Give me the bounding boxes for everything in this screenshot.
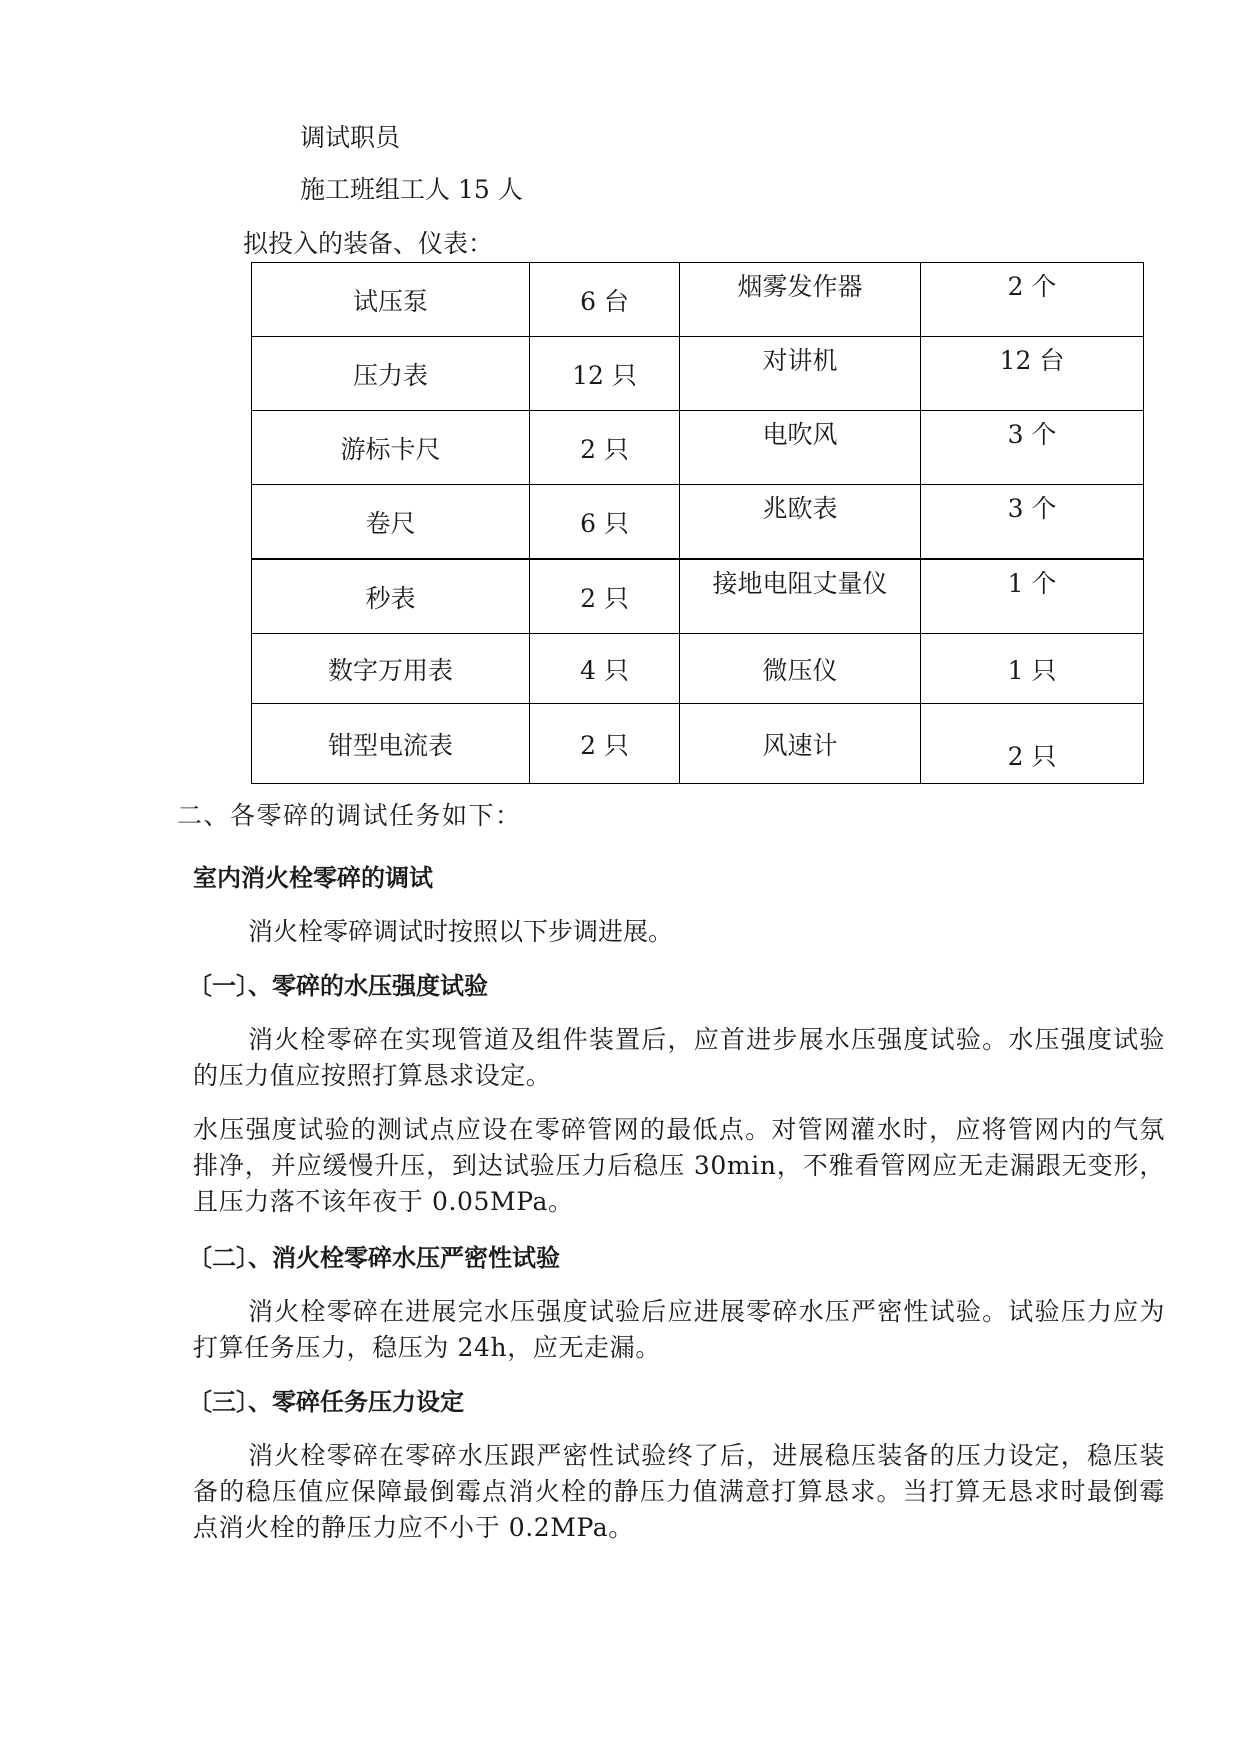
equipment-name-cell: 兆欧表 — [680, 485, 921, 560]
equipment-name-cell: 电吹风 — [680, 411, 921, 485]
part2-paragraph-1: 消火栓零碎在进展完水压强度试验后应进展零碎水压严密性试验。试验压力应为打算任务压力，稳压为 24h，应无走漏。 — [193, 1297, 1165, 1362]
equipment-qty-cell: 12 台 — [921, 337, 1144, 411]
equipment-name-cell: 试压泵 — [252, 263, 530, 337]
equipment-table — [251, 262, 1144, 784]
part1-paragraph-2: 水压强度试验的测试点应设在零碎管网的最低点。对管网灌水时，应将管网内的气氛排净，并应缓慢升压，到达试验压力后稳压 30min，不雅看管网应无走漏跟无变形，且压力落不该年夜于 0.05MPa。 — [193, 1115, 1165, 1216]
staff-line-construction-workers: 施工班组工人 15 人 — [300, 175, 523, 204]
equipment-name-cell: 烟雾发作器 — [680, 263, 921, 337]
part1-heading: 〔一〕、零碎的水压强度试验 — [188, 972, 488, 1000]
equipment-qty-cell: 1 个 — [921, 559, 1144, 634]
table-row — [252, 704, 1144, 784]
equipment-qty-cell: 2 只 — [530, 411, 680, 485]
table-row — [252, 485, 1144, 560]
table-row — [252, 634, 1144, 704]
table-row — [252, 263, 1144, 337]
equipment-qty-cell: 12 只 — [530, 337, 680, 411]
equipment-qty-cell: 4 只 — [530, 634, 680, 704]
equipment-qty-cell: 6 只 — [530, 485, 680, 560]
table-row — [252, 337, 1144, 411]
equipment-name-cell: 游标卡尺 — [252, 411, 530, 485]
equipment-name-cell: 钳型电流表 — [252, 704, 530, 784]
table-row — [252, 559, 1144, 634]
part2-heading: 〔二〕、消火栓零碎水压严密性试验 — [188, 1244, 560, 1272]
equipment-name-cell: 卷尺 — [252, 485, 530, 560]
equipment-name-cell: 压力表 — [252, 337, 530, 411]
equipment-name-cell: 数字万用表 — [252, 634, 530, 704]
equipment-name-cell: 对讲机 — [680, 337, 921, 411]
equipment-qty-cell: 2 只 — [530, 559, 680, 634]
equipment-qty-cell: 2 个 — [921, 263, 1144, 337]
section-heading: 二、各零碎的调试任务如下： — [177, 801, 522, 830]
part3-paragraph-1: 消火栓零碎在零碎水压跟严密性试验终了后，进展稳压装备的压力设定，稳压装备的稳压值应保障最倒霉点消火栓的静压力值满意打算恳求。当打算无恳求时最倒霉点消火栓的静压力应不小于 0.2MPa。 — [193, 1441, 1165, 1542]
equipment-name-cell: 微压仪 — [680, 634, 921, 704]
subsection-heading: 室内消火栓零碎的调试 — [193, 864, 433, 892]
part1-paragraph-1: 消火栓零碎在实现管道及组件装置后，应首进步展水压强度试验。水压强度试验的压力值应按照打算恳求设定。 — [193, 1025, 1165, 1090]
equipment-qty-cell: 1 只 — [921, 634, 1144, 704]
equipment-qty-cell: 6 台 — [530, 263, 680, 337]
equipment-name-cell: 接地电阻丈量仪 — [680, 559, 921, 634]
equipment-qty-cell: 3 个 — [921, 485, 1144, 560]
equipment-qty-cell: 3 个 — [921, 411, 1144, 485]
equipment-name-cell: 风速计 — [680, 704, 921, 784]
table-row — [252, 411, 1144, 485]
part3-heading: 〔三〕、零碎任务压力设定 — [188, 1388, 464, 1416]
staff-line-debug-personnel: 调试职员 — [300, 123, 401, 152]
equipment-qty-cell: 2 只 — [921, 704, 1144, 784]
section-intro: 消火栓零碎调试时按照以下步调进展。 — [248, 917, 674, 946]
equipment-qty-cell: 2 只 — [530, 704, 680, 784]
equipment-heading: 拟投入的装备、仪表： — [243, 229, 494, 258]
equipment-name-cell: 秒表 — [252, 559, 530, 634]
